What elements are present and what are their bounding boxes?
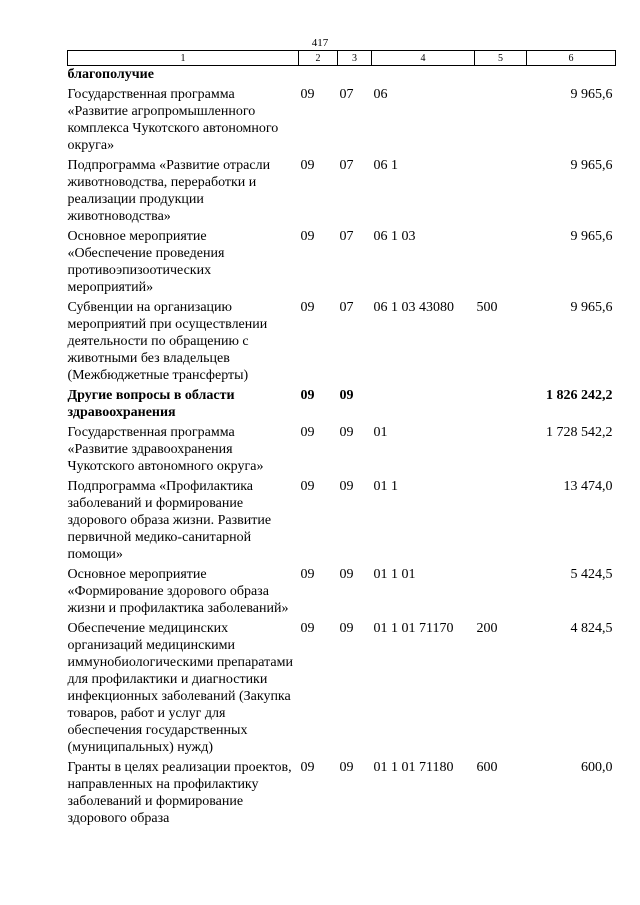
budget-table [67,50,616,830]
expense-type-cell [475,86,527,157]
amount-cell: 9 965,6 [570,158,613,173]
table-row [68,478,616,566]
table-row [68,566,616,620]
table-row [68,66,616,87]
subsection-code-cell: 09 [339,425,354,440]
target-article-cell [372,66,475,87]
section-code-cell: 09 [300,621,315,636]
page-number: 417 [311,37,329,49]
row-name-cell: Гранты в целях реализации проектов, направленных на профилактику заболеваний и формирование здорового образа [67,760,292,826]
expense-type-cell: 200 [476,621,498,636]
column-header-2: 2 [299,51,338,66]
row-name-cell: Подпрограмма «Развитие отрасли животноводства, переработки и реализации продукции животноводства» [67,158,271,224]
expense-type-cell: 600 [476,760,498,775]
amount-cell: 5 424,5 [570,567,613,582]
row-name-cell: Основное мероприятие «Формирование здорового образа жизни и профилактика заболеваний» [67,567,289,616]
subsection-code-cell: 09 [339,479,354,494]
subsection-code-cell: 09 [339,388,354,403]
expense-type-cell [475,566,527,620]
section-code-cell: 09 [300,158,315,173]
target-article-cell: 01 [373,425,388,440]
column-header-6: 6 [527,51,616,66]
target-article-cell: 06 1 03 [373,229,416,244]
amount-cell: 9 965,6 [570,300,613,315]
expense-type-cell [475,66,527,87]
table-row [68,759,616,830]
row-name-cell: Другие вопросы в области здравоохранения [67,388,235,420]
section-code-cell: 09 [300,87,315,102]
expense-type-cell [475,424,527,478]
expense-type-cell [475,157,527,228]
amount-cell: 9 965,6 [570,229,613,244]
table-row [68,157,616,228]
column-header-3: 3 [338,51,372,66]
row-name-cell: Подпрограмма «Профилактика заболеваний и формирование здорового образа жизни. Развитие первичной медико-санитарной помощи» [67,479,272,562]
target-article-cell: 01 1 01 71180 [373,760,454,775]
section-code-cell: 09 [300,760,315,775]
section-code-cell [299,66,338,87]
section-code-cell: 09 [300,388,315,403]
target-article-cell: 01 1 01 71170 [373,621,454,636]
amount-cell: 4 824,5 [570,621,613,636]
row-name-cell: Государственная программа «Развитие здравоохранения Чукотского автономного округа» [67,425,264,474]
target-article-cell: 01 1 01 [373,567,416,582]
section-code-cell: 09 [300,300,315,315]
table-row [68,620,616,759]
column-header-4: 4 [372,51,475,66]
table-row [68,86,616,157]
section-code-cell: 09 [300,567,315,582]
expense-type-cell [475,228,527,299]
expense-type-cell [475,478,527,566]
subsection-code-cell: 09 [339,621,354,636]
amount-cell: 600,0 [581,760,613,775]
expense-type-cell [475,387,527,424]
amount-cell [527,66,616,87]
section-code-cell: 09 [300,479,315,494]
subsection-code-cell [338,66,372,87]
subsection-code-cell: 07 [339,300,354,315]
column-number-row [68,51,616,66]
expense-type-cell: 500 [476,300,498,315]
column-header-1: 1 [68,51,299,66]
amount-cell: 1 826 242,2 [546,388,613,403]
subsection-code-cell: 09 [339,760,354,775]
target-article-cell [372,387,475,424]
row-name-cell: Государственная программа «Развитие агропромышленного комплекса Чукотского автономного округа» [67,87,279,153]
amount-cell: 9 965,6 [570,87,613,102]
subsection-code-cell: 07 [339,87,354,102]
target-article-cell: 06 1 [373,158,398,173]
subsection-code-cell: 07 [339,229,354,244]
target-article-cell: 01 1 [373,479,398,494]
table-row [68,299,616,387]
row-name-cell: благополучие [67,67,154,82]
column-header-5: 5 [475,51,527,66]
row-name-cell: Основное мероприятие «Обеспечение проведения противоэпизоотических мероприятий» [67,229,225,295]
table-row [68,228,616,299]
section-code-cell: 09 [300,425,315,440]
table-body [68,66,616,831]
amount-cell: 1 728 542,2 [546,425,613,440]
subsection-code-cell: 09 [339,567,354,582]
table-row [68,387,616,424]
row-name-cell: Субвенции на организацию мероприятий при осуществлении деятельности по обращению с животными без владельцев (Межбюджетные трансферты) [67,300,268,383]
table-row [68,424,616,478]
amount-cell: 13 474,0 [563,479,613,494]
row-name-cell: Обеспечение медицинских организаций медицинскими иммунобиологическими препаратами для профилактики и диагностики инфекционных заболеваний (Закупка товаров, работ и услуг для обеспечения государственных (муниципальных) нужд) [67,621,293,755]
section-code-cell: 09 [300,229,315,244]
subsection-code-cell: 07 [339,158,354,173]
target-article-cell: 06 1 03 43080 [373,300,454,315]
target-article-cell: 06 [373,87,388,102]
